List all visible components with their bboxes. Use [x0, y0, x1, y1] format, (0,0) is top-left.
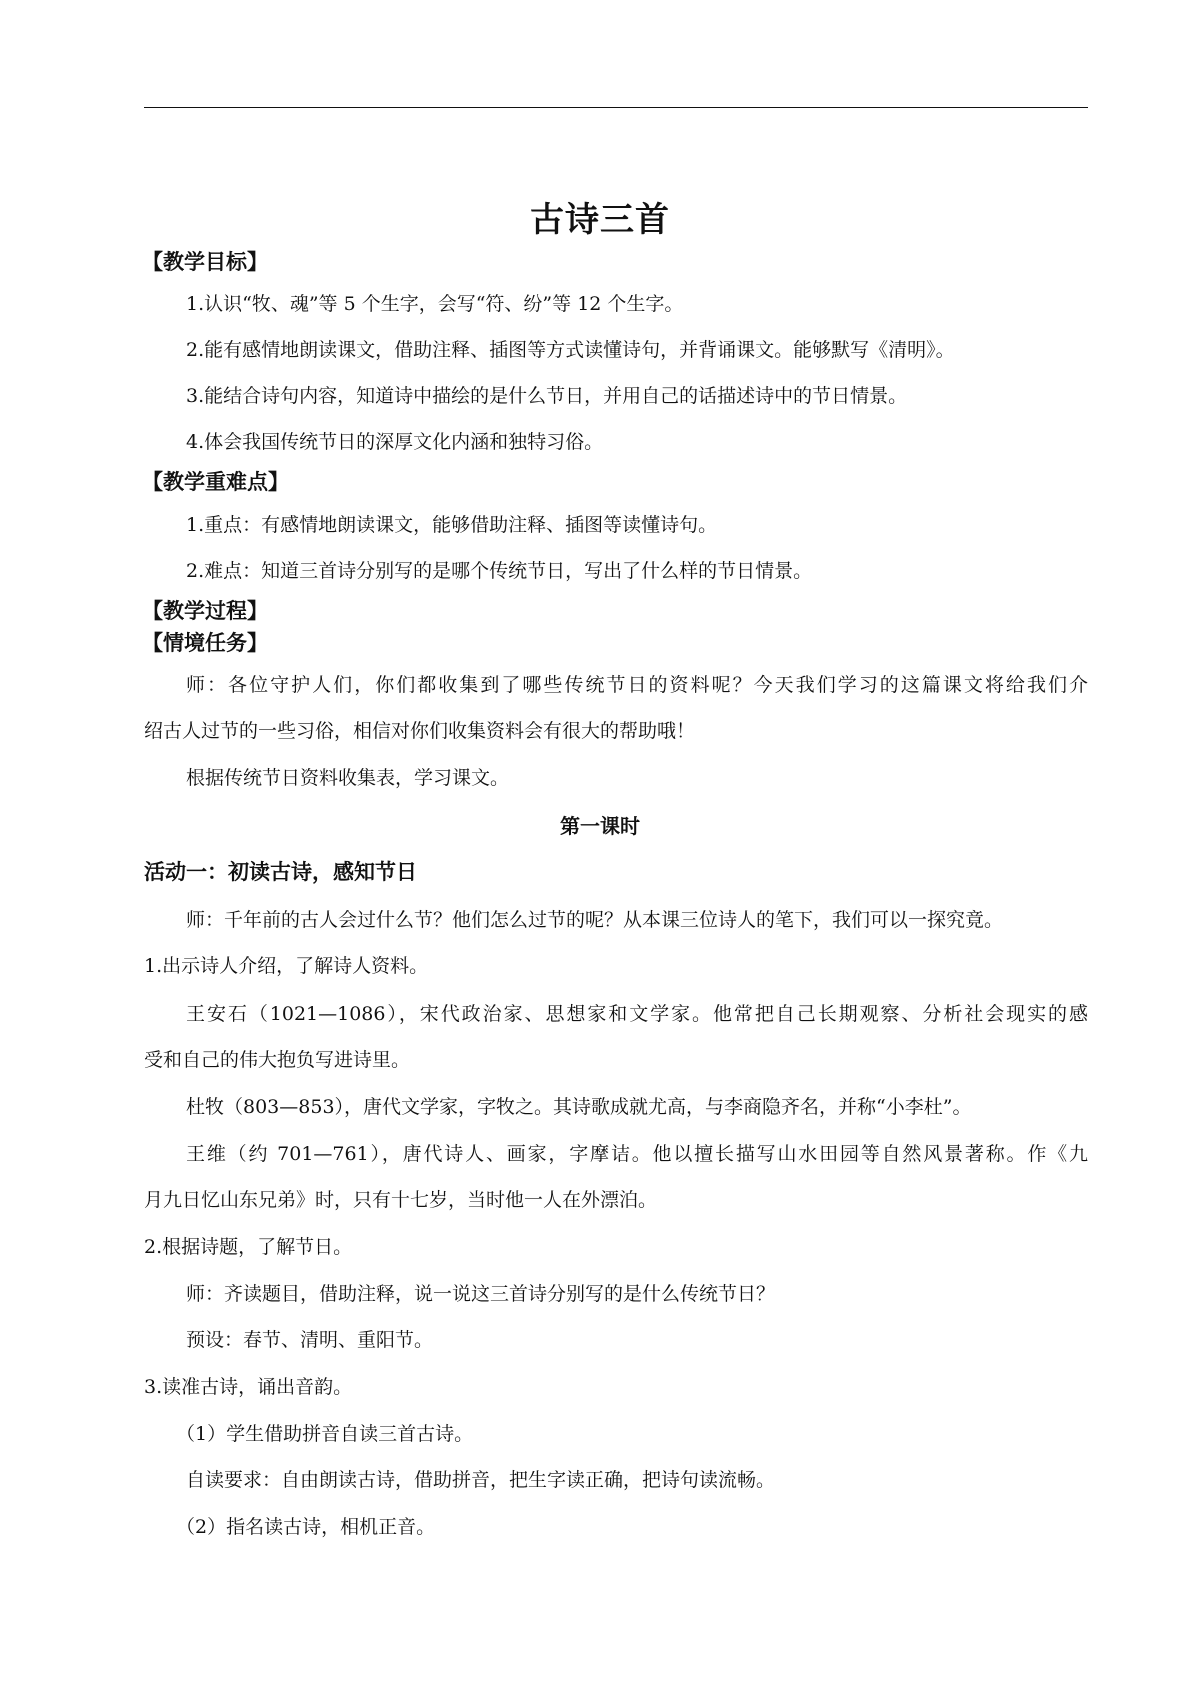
header-rule [144, 107, 1088, 108]
goal-item-1: 1.认识“牧、魂”等 5 个生字，会写“符、纷”等 12 个生字。 [186, 293, 684, 315]
scenario-paragraph-line-2: 绍古人过节的一些习俗，相信对你们收集资料会有很大的帮助哦！ [144, 720, 696, 742]
step-2-title: 2.根据诗题，了解节日。 [144, 1236, 353, 1258]
poet-wang-anshi-line-1: 王安石（1021—1086），宋代政治家、思想家和文学家。他常把自己长期观察、分析社会现实的感 [186, 1003, 1088, 1025]
section-heading-scenario: 【情境任务】 [142, 631, 268, 655]
section-heading-goals: 【教学目标】 [142, 250, 268, 274]
preset-answer: 预设：春节、清明、重阳节。 [186, 1329, 434, 1351]
self-reading-requirement: 自读要求：自由朗读古诗，借助拼音，把生字读正确，把诗句读流畅。 [186, 1469, 776, 1491]
scenario-paragraph-line-1: 师：各位守护人们，你们都收集到了哪些传统节日的资料呢？今天我们学习的这篇课文将给我们介 [186, 674, 1088, 696]
poet-wang-wei-line-1: 王维（约 701—761），唐代诗人、画家，字摩诘。他以擅长描写山水田园等自然风景著称。作《九 [186, 1143, 1088, 1165]
teacher-question: 师：齐读题目，借助注释，说一说这三首诗分别写的是什么传统节日？ [186, 1283, 776, 1305]
page-title: 古诗三首 [530, 200, 670, 240]
goal-item-3: 3.能结合诗句内容，知道诗中描绘的是什么节日，并用自己的话描述诗中的节日情景。 [186, 385, 908, 407]
key-point-item-2: 2.难点：知道三首诗分别写的是哪个传统节日，写出了什么样的节日情景。 [186, 560, 813, 582]
step-3-title: 3.读准古诗，诵出音韵。 [144, 1376, 353, 1398]
poet-du-mu: 杜牧（803—853），唐代文学家，字牧之。其诗歌成就尤高，与李商隐齐名，并称“小李杜”。 [186, 1096, 972, 1118]
scenario-note: 根据传统节日资料收集表，学习课文。 [186, 767, 510, 789]
sub-step-1: （1）学生借助拼音自读三首古诗。 [176, 1423, 474, 1445]
poet-wang-anshi-line-2: 受和自己的伟大抱负写进诗里。 [144, 1049, 411, 1071]
goal-item-2: 2.能有感情地朗读课文，借助注释、插图等方式读懂诗句，并背诵课文。能够默写《清明》。 [186, 339, 955, 361]
step-1-title: 1.出示诗人介绍，了解诗人资料。 [144, 955, 429, 977]
poet-wang-wei-line-2: 月九日忆山东兄弟》时，只有十七岁，当时他一人在外漂泊。 [144, 1189, 658, 1211]
sub-step-2: （2）指名读古诗，相机正音。 [176, 1516, 436, 1538]
section-heading-process: 【教学过程】 [142, 599, 268, 623]
key-point-item-1: 1.重点：有感情地朗读课文，能够借助注释、插图等读懂诗句。 [186, 514, 718, 536]
section-heading-key-points: 【教学重难点】 [142, 470, 289, 494]
goal-item-4: 4.体会我国传统节日的深厚文化内涵和独特习俗。 [186, 431, 604, 453]
lesson-heading: 第一课时 [560, 814, 640, 838]
activity-title: 活动一：初读古诗，感知节日 [144, 860, 417, 884]
activity-intro: 师：千年前的古人会过什么节？他们怎么过节的呢？从本课三位诗人的笔下，我们可以一探究竟。 [186, 909, 1004, 931]
